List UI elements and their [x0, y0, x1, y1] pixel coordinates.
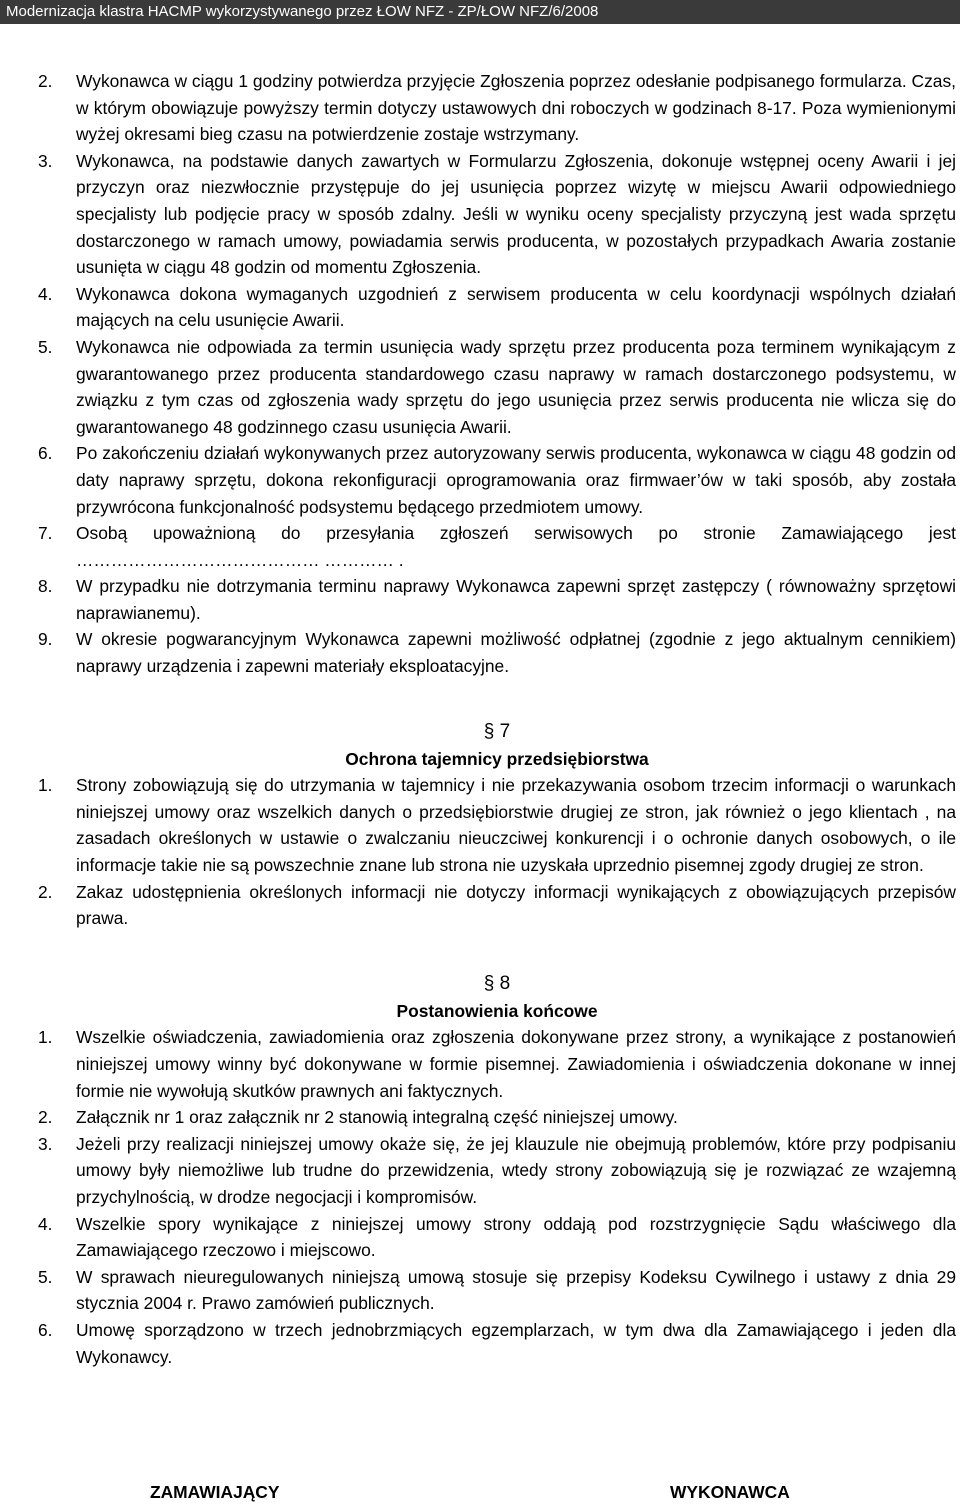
section8	[38, 970, 956, 1370]
item-text: Wszelkie spory wynikające z niniejszej umowy strony oddają pod rozstrzygnięcie Sądu właściwego dla Zamawiającego rzeczowo i miejscowo.	[76, 1213, 956, 1261]
section-mark: § 7	[483, 720, 511, 742]
list-item	[38, 626, 956, 679]
list-item	[38, 879, 956, 932]
spacer	[38, 932, 956, 958]
list-item	[38, 440, 956, 520]
item-text: Po zakończeniu działań wykonywanych przez autoryzowany serwis producenta, wykonawca w ciągu 48 godzin od daty naprawy sprzętu, dokona rekonfiguracji oprogramowania oraz firmwaer’ów w taki sposób, aby została przywrócona funkcjonalność podsystemu będącego przedmiotem umowy.	[76, 443, 956, 517]
list-item	[38, 148, 956, 281]
list-item	[38, 68, 956, 148]
signature-block	[0, 1482, 960, 1511]
item-number: 3.	[38, 1133, 53, 1154]
item-number: 6.	[38, 1319, 53, 1340]
item-text: W przypadku nie dotrzymania terminu naprawy Wykonawca zapewni sprzęt zastępczy ( równoważny sprzętowi naprawianemu).	[76, 576, 956, 623]
item-number: 1.	[38, 775, 53, 796]
signature-wykonawca: WYKONAWCA	[670, 1482, 790, 1502]
item-text: W sprawach nieuregulowanych niniejszą umową stosuje się przepisy Kodeksu Cywilnego i ustawy z dnia 29 stycznia 2004 r. Prawo zamówień publicznych.	[76, 1266, 956, 1314]
item-text: Wykonawca w ciągu 1 godziny potwierdza przyjęcie Zgłoszenia poprzez odesłanie podpisanego formularza. Czas, w którym obowiązuje powyższy termin dotyczy ustawowych dni roboczych w godzinach 8-17. Poza wymienionymi wyżej okresami bieg czasu na potwierdzenie zostaje wstrzymany.	[76, 71, 956, 145]
list-item	[38, 1211, 956, 1264]
list-item	[38, 334, 956, 440]
item-number: 4.	[38, 283, 53, 304]
item-text: Wykonawca dokona wymaganych uzgodnień z serwisem producenta w celu koordynacji wspólnych działań mających na celu usunięcie Awarii.	[76, 283, 956, 331]
item-number: 2.	[38, 71, 53, 91]
signature-zamawiajacy: ZAMAWIAJĄCY	[150, 1482, 280, 1502]
list-item	[38, 1264, 956, 1317]
item-text: Załącznik nr 1 oraz załącznik nr 2 stanowią integralną część niniejszej umowy.	[76, 1107, 678, 1128]
item-number: 5.	[38, 1266, 53, 1287]
item-text: Jeżeli przy realizacji niniejszej umowy okaże się, że jej klauzule nie obejmują problemów, które przy podpisaniu umowy były niemożliwe lub trudne do przewidzenia, wtedy strony zobowiązują się je rozwiązać ze wzajemną przychylnością, w drodze negocjacji i kompromisów.	[76, 1133, 956, 1207]
list-item	[38, 1104, 956, 1131]
item-text: Wykonawca, na podstawie danych zawartych w Formularzu Zgłoszenia, dokonuje wstępnej oceny Awarii i jej przyczyn oraz niezwłocznie przystępuje do jej usunięcia poprzez wizytę w miejscu Awarii odpowiedniego specjalisty lub podjęcie pracy w sposób zdalny. Jeśli w wyniku oceny specjalisty przyczyną jest wada sprzętu dostarczonego w ramach umowy, powiadamia serwis producenta, w pozostałych przypadkach Awaria zostanie usunięta w ciągu 48 godzin od momentu Zgłoszenia.	[76, 150, 956, 278]
item-text: Zakaz udostępnienia określonych informacji nie dotyczy informacji wynikających z obowiązujących przepisów prawa.	[76, 881, 956, 929]
spacer	[38, 680, 956, 706]
section6-list	[38, 68, 956, 680]
item-number: 1.	[38, 1027, 53, 1048]
document-body	[38, 68, 956, 1370]
item-number: 2.	[38, 881, 53, 902]
item-text: Strony zobowiązują się do utrzymania w tajemnicy i nie przekazywania osobom trzecim informacji o warunkach niniejszej umowy oraz wszelkich danych o przedsiębiorstwie drugiej ze stron, jak również o jego klientach , na zasadach określonych w ustawie o zwalczaniu nieuczciwej konkurencji i o ochronie danych osobowych, o ile informacje takie nie są powszechnie znane lub strona nie uzyskała uprzednio pisemnej zgody drugiej ze stron.	[76, 775, 956, 876]
list-item	[38, 772, 956, 878]
document-header: Modernizacja klastra HACMP wykorzystywanego przez ŁOW NFZ - ZP/ŁOW NFZ/6/2008	[0, 0, 960, 24]
item-text: Osobą upoważnioną do przesyłania zgłoszeń serwisowych po stronie Zamawiającego jest …………………………………… ………… .	[76, 523, 956, 570]
item-text: Umowę sporządzono w trzech jednobrzmiących egzemplarzach, w tym dwa dla Zamawiającego i jeden dla Wykonawcy.	[76, 1319, 956, 1367]
item-number: 5.	[38, 336, 53, 357]
list-item	[38, 1024, 956, 1104]
list-item	[38, 1131, 956, 1211]
list-item	[38, 281, 956, 334]
list-item	[38, 520, 956, 573]
item-number: 6.	[38, 443, 53, 464]
section-title: Ochrona tajemnicy przedsiębiorstwa	[345, 748, 649, 769]
item-number: 7.	[38, 523, 53, 544]
item-text: Wszelkie oświadczenia, zawiadomienia oraz zgłoszenia dokonywane przez strony, a wynikające z postanowień niniejszej umowy winny być dokonywane w formie pisemnej. Zawiadomienia i oświadczenia dokonane w innej formie nie wywołują skutków prawnych ani faktycznych.	[76, 1027, 956, 1101]
item-number: 9.	[38, 629, 53, 650]
section7	[38, 718, 956, 932]
item-number: 4.	[38, 1213, 53, 1234]
item-text: Wykonawca nie odpowiada za termin usunięcia wady sprzętu przez producenta poza terminem wynikającym z gwarantowanego przez producenta standardowego czasu naprawy w ramach dostarczonego podsystemu, w związku z tym czas od zgłoszenia wady sprzętu do jego usunięcia przez serwis producenta nie wlicza się do gwarantowanego 48 godzinnego czasu usunięcia Awarii.	[76, 336, 956, 437]
list-item	[38, 573, 956, 626]
section-mark: § 8	[483, 972, 511, 994]
item-number: 3.	[38, 150, 53, 171]
item-number: 2.	[38, 1107, 53, 1128]
section-title: Postanowienia końcowe	[396, 1000, 598, 1021]
item-text: W okresie pogwarancyjnym Wykonawca zapewni możliwość odpłatnej (zgodnie z jego aktualnym cennikiem) naprawy urządzenia i zapewni materiały eksploatacyjne.	[76, 629, 956, 677]
list-item	[38, 1317, 956, 1370]
item-number: 8.	[38, 576, 53, 597]
